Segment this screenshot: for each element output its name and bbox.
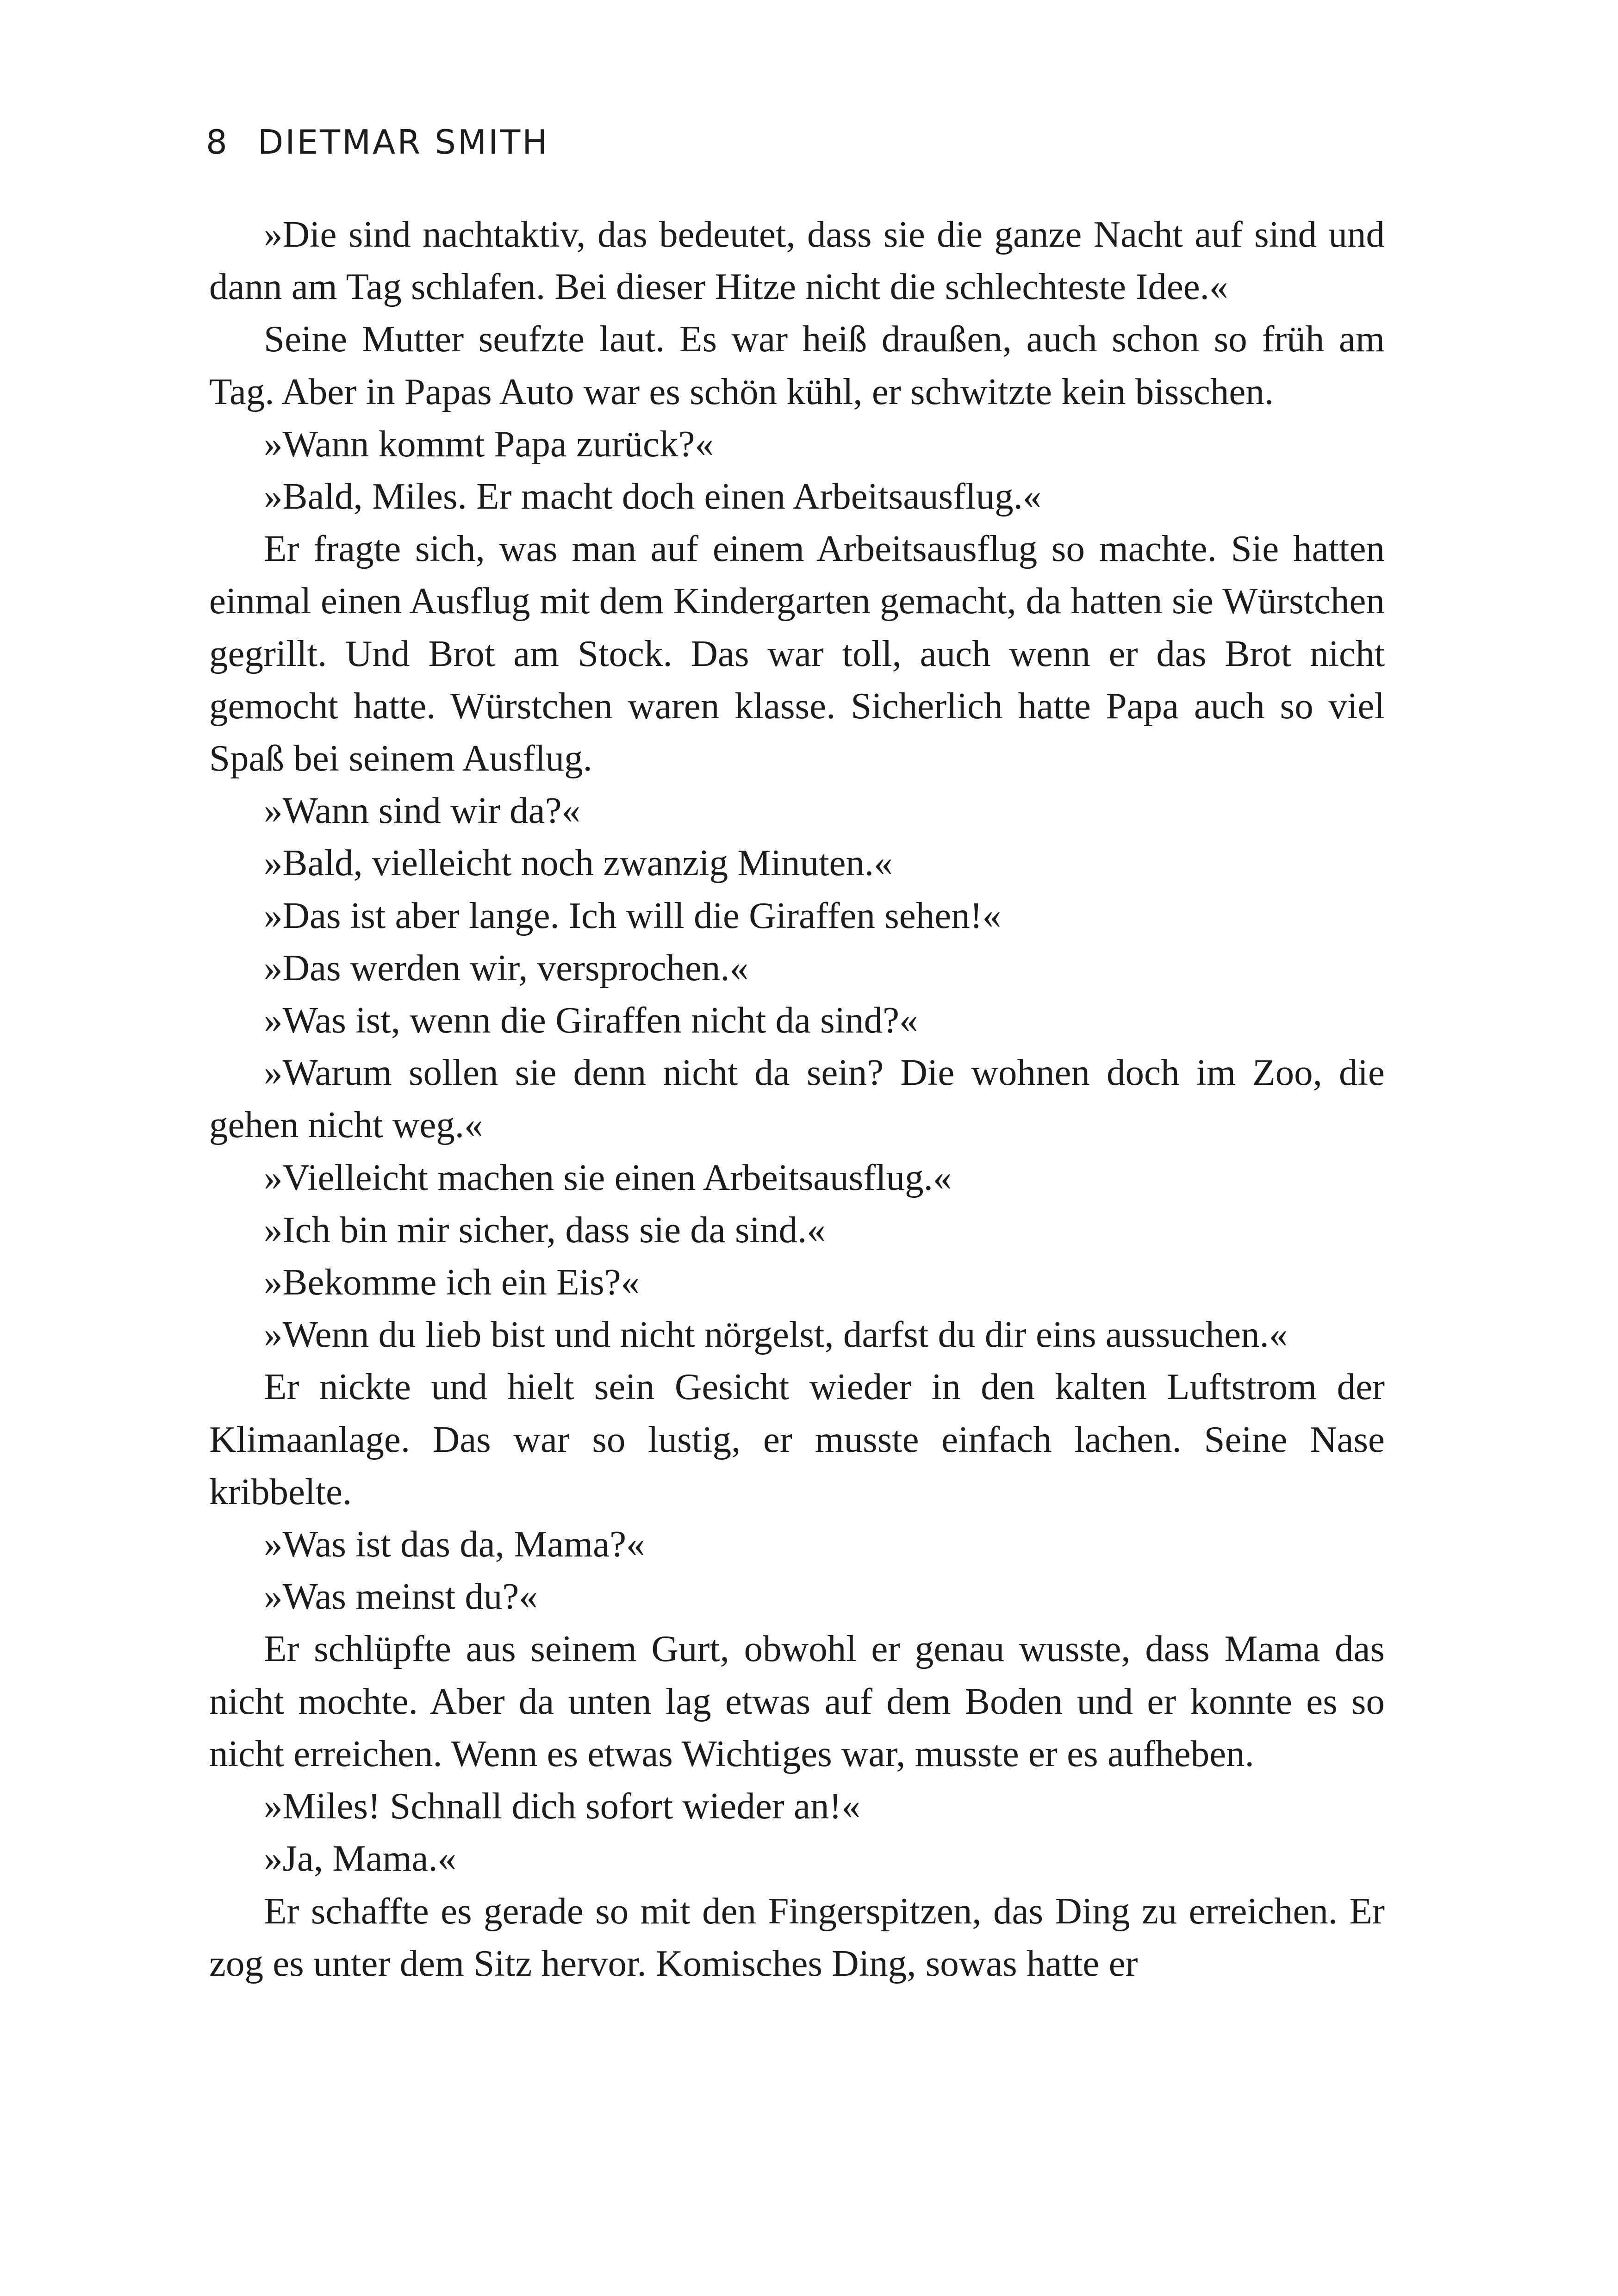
paragraph: »Was meinst du?« — [264, 1575, 538, 1618]
paragraph: »Bald, vielleicht noch zwanzig Minuten.« — [264, 842, 893, 884]
paragraph: »Wann kommt Papa zurück?« — [264, 423, 714, 465]
paragraph: »Wann sind wir da?« — [264, 790, 581, 832]
page-number: 8 — [206, 123, 229, 162]
paragraph: »Bald, Miles. Er macht doch einen Arbeitsausflug.« — [264, 475, 1042, 517]
paragraph: »Die sind nachtaktiv, das bedeutet, dass sie die ganze Nacht auf sind und dann am Tag schlafen. Bei dieser Hitze nicht die schlechteste Idee.« — [209, 213, 1385, 308]
paragraph: »Wenn du lieb bist und nicht nörgelst, darfst du dir eins aussuchen.« — [264, 1313, 1288, 1356]
body-text — [209, 208, 1385, 1990]
paragraph: Seine Mutter seufzte laut. Es war heiß draußen, auch schon so früh am Tag. Aber in Papas Auto war es schön kühl, er schwitzte kein bisschen. — [209, 318, 1385, 412]
paragraph: »Bekomme ich ein Eis?« — [264, 1261, 640, 1303]
paragraph: Er fragte sich, was man auf einem Arbeitsausflug so machte. Sie hatten einmal einen Ausflug mit dem Kindergarten gemacht, da hatten sie Würstchen gegrillt. Und Brot am Stock. Das war toll, auch wenn er das Brot nicht gemocht hatte. Würstchen waren klasse. Sicherlich hatte Papa auch so viel Spaß bei seinem Ausflug. — [209, 528, 1385, 779]
paragraph: »Miles! Schnall dich sofort wieder an!« — [264, 1785, 860, 1827]
author-name: DIETMAR SMITH — [257, 123, 549, 162]
paragraph: »Ja, Mama.« — [264, 1837, 457, 1879]
paragraph: »Das ist aber lange. Ich will die Giraffen sehen!« — [264, 894, 1002, 936]
paragraph: »Was ist, wenn die Giraffen nicht da sind?« — [264, 999, 918, 1041]
paragraph: »Vielleicht machen sie einen Arbeitsausflug.« — [264, 1156, 952, 1198]
paragraph: Er schlüpfte aus seinem Gurt, obwohl er genau wusste, dass Mama das nicht mochte. Aber da unten lag etwas auf dem Boden und er konnte es so nicht erreichen. Wenn es etwas Wichtiges war, musste er es aufheben. — [209, 1628, 1385, 1774]
paragraph: »Ich bin mir sicher, dass sie da sind.« — [264, 1208, 826, 1251]
paragraph: »Warum sollen sie denn nicht da sein? Die wohnen doch im Zoo, die gehen nicht weg.« — [209, 1052, 1385, 1146]
paragraph: »Was ist das da, Mama?« — [264, 1523, 645, 1565]
running-head — [206, 121, 549, 163]
paragraph: »Das werden wir, versprochen.« — [264, 946, 749, 989]
paragraph: Er schaffte es gerade so mit den Fingerspitzen, das Ding zu erreichen. Er zog es unter dem Sitz hervor. Komisches Ding, sowas hatte er — [209, 1890, 1385, 1984]
paragraph: Er nickte und hielt sein Gesicht wieder in den kalten Luftstrom der Klimaanlage. Das war so lustig, er musste einfach lachen. Seine Nase kribbelte. — [209, 1366, 1385, 1512]
